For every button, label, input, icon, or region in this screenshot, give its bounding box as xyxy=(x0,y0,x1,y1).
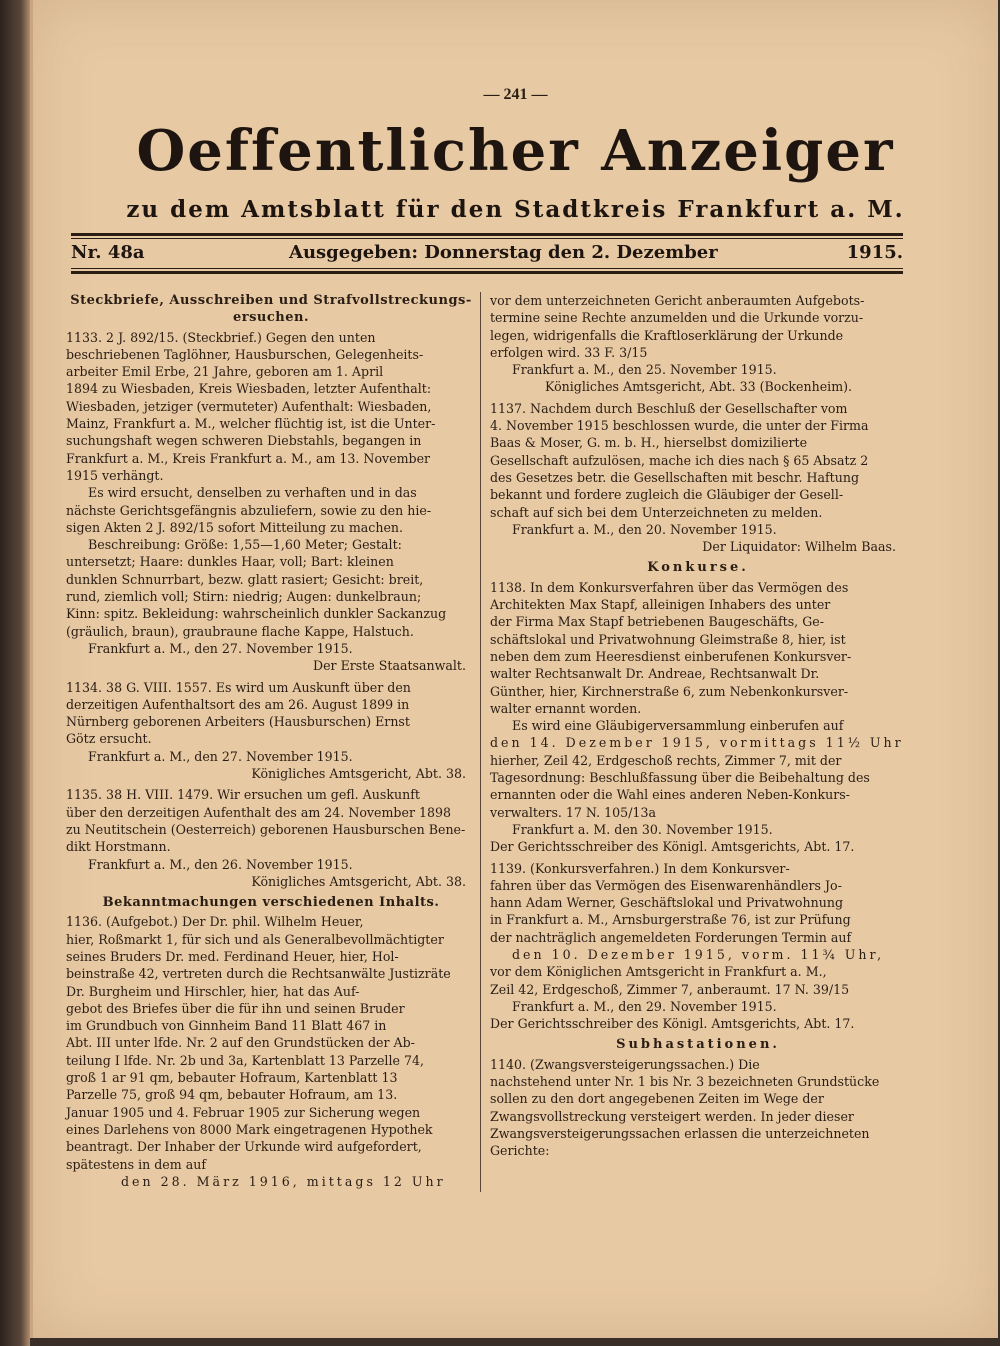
text-line: bekannt und fordere zugleich die Gläubiger der Gesell- xyxy=(490,487,844,503)
text-line: schäftslokal und Privatwohnung Gleimstraße 8, hier, ist xyxy=(490,631,846,647)
place-date: Frankfurt a. M., den 27. November 1915. xyxy=(88,640,353,656)
text-line: ernannten oder die Wahl eines anderen Neben-Konkurs- xyxy=(490,787,850,803)
text-line: Gerichte: xyxy=(490,1143,550,1159)
text-line: sigen Akten 2 J. 892/15 sofort Mitteilung zu machen. xyxy=(66,519,404,535)
text-line: neben dem zum Heeresdienst einberufenen Konkursver- xyxy=(490,648,852,664)
text-line: beantragt. Der Inhaber der Urkunde wird aufgefordert, xyxy=(66,1139,422,1155)
masthead-title: Oeffentlicher Anzeiger xyxy=(136,118,895,184)
text-line: Abt. III unter lfde. Nr. 2 auf den Grundstücken der Ab- xyxy=(66,1035,415,1051)
text-line: schaft auf sich bei dem Unterzeichneten zu melden. xyxy=(490,504,823,520)
issue-date: Ausgegeben: Donnerstag den 2. Dezember xyxy=(289,242,718,263)
text-line: Es wird ersucht, denselben zu verhaften und in das xyxy=(88,485,417,501)
text-line: sollen zu den dort angegebenen Zeiten im Wege der xyxy=(490,1091,824,1107)
header-rule-top-thin xyxy=(71,238,903,239)
text-line: eines Darlehens von 8000 Mark eingetragenen Hypothek xyxy=(66,1121,433,1137)
right-column xyxy=(490,292,906,1164)
text-line: (gräulich, braun), graubraune flache Kappe, Halstuch. xyxy=(66,623,414,639)
text-line: Beschreibung: Größe: 1,55—1,60 Meter; Gestalt: xyxy=(88,537,402,553)
section-heading-subhastationen: Subhastationen. xyxy=(616,1037,780,1053)
signature: Der Gerichtsschreiber des Königl. Amtsgerichts, Abt. 17. xyxy=(490,1016,855,1032)
header-rule-bottom-thin xyxy=(71,268,903,269)
text-line: in Frankfurt a. M., Arnsburgerstraße 76, ist zur Prüfung xyxy=(490,912,851,928)
text-line: fahren über das Vermögen des Eisenwarenhändlers Jo- xyxy=(490,877,842,893)
text-line: Zeil 42, Erdgeschoß, Zimmer 7, anberaumt. 17 N. 39/15 xyxy=(490,981,850,997)
notice-1134 xyxy=(66,679,476,783)
section-heading-bekanntmachungen: Bekanntmachungen verschiedenen Inhalts. xyxy=(102,895,440,911)
text-line: untersetzt; Haare: dunkles Haar, voll; Bart: kleinen xyxy=(66,554,394,570)
text-line: erfolgen wird. 33 F. 3/15 xyxy=(490,344,648,360)
text-line: suchungshaft wegen schweren Diebstahls, begangen in xyxy=(66,433,422,449)
text-line: Wiesbaden, jetziger (vermuteter) Aufenthalt: Wiesbaden, xyxy=(66,398,432,414)
signature: Königliches Amtsgericht, Abt. 38. xyxy=(251,766,466,782)
text-line: 1137. Nachdem durch Beschluß der Gesellschafter vom xyxy=(490,400,848,416)
text-line: Nürnberg geborenen Arbeiters (Hausburschen) Ernst xyxy=(66,714,410,730)
text-line: teilung I lfde. Nr. 2b und 3a, Kartenblatt 13 Parzelle 74, xyxy=(66,1052,424,1068)
text-line: Baas & Moser, G. m. b. H., hierselbst domizilierte xyxy=(490,435,808,451)
section-heading-line: Steckbriefe, Ausschreiben und Strafvollstreckungs- xyxy=(70,293,472,308)
text-line: arbeiter Emil Erbe, 21 Jahre, geboren am 1. April xyxy=(66,364,384,380)
text-line: Es wird eine Gläubigerversammlung einberufen auf xyxy=(512,718,844,734)
signature: Königliches Amtsgericht, Abt. 33 (Bockenheim). xyxy=(545,379,853,395)
text-line: 1133. 2 J. 892/15. (Steckbrief.) Gegen den unten xyxy=(66,329,376,345)
left-column xyxy=(66,292,476,1194)
text-line: Mainz, Frankfurt a. M., welcher flüchtig ist, ist die Unter- xyxy=(66,416,436,432)
notice-1136-continued xyxy=(490,292,906,396)
text-line: dunklen Schnurrbart, bezw. glatt rasiert; Gesicht: breit, xyxy=(66,571,424,587)
text-line: hierher, Zeil 42, Erdgeschoß rechts, Zimmer 7, mit der xyxy=(490,752,842,768)
text-line: der Firma Max Stapf betriebenen Baugeschäfts, Ge- xyxy=(490,614,824,630)
text-line: beinstraße 42, vertreten durch die Rechtsanwälte Justizräte xyxy=(66,966,451,982)
place-date: Frankfurt a. M., den 25. November 1915. xyxy=(512,362,777,378)
section-heading-line: ersuchen. xyxy=(232,310,309,326)
text-line: 1139. (Konkursverfahren.) In dem Konkursver- xyxy=(490,860,790,876)
text-line: verwalters. 17 N. 105/13a xyxy=(490,804,656,820)
signature: Der Liquidator: Wilhelm Baas. xyxy=(702,539,896,555)
text-line: hier, Roßmarkt 1, für sich und als Generalbevollmächtigter xyxy=(66,931,444,947)
text-line: Zwangsversteigerungssachen erlassen die unterzeichneten xyxy=(490,1125,870,1141)
text-line: seines Bruders Dr. med. Ferdinand Heuer, hier, Hol- xyxy=(66,948,399,964)
text-line: nächste Gerichtsgefängnis abzuliefern, sowie zu den hie- xyxy=(66,502,432,518)
text-line: über den derzeitigen Aufenthalt des am 24. November 1898 xyxy=(66,804,452,820)
notice-1135 xyxy=(66,786,476,890)
place-date: Frankfurt a. M. den 30. November 1915. xyxy=(512,821,773,837)
text-line: beschriebenen Taglöhner, Hausburschen, Gelegenheits- xyxy=(66,346,424,362)
text-line: 1915 verhängt. xyxy=(66,467,164,483)
text-line: 1134. 38 G. VIII. 1557. Es wird um Auskunft über den xyxy=(66,679,411,695)
book-spine xyxy=(0,0,30,1346)
issue-year: 1915. xyxy=(846,242,903,263)
text-line: gebot des Briefes über die für ihn und seinen Bruder xyxy=(66,1000,405,1016)
meeting-date: den 14. Dezember 1915, vormittags 11½ Uhr xyxy=(490,735,904,751)
notice-1138 xyxy=(490,579,906,856)
text-line: des Gesetzes betr. die Gesellschaften mit beschr. Haftung xyxy=(490,469,860,485)
issue-line xyxy=(71,242,903,268)
signature: Königliches Amtsgericht, Abt. 38. xyxy=(251,873,466,889)
place-date: Frankfurt a. M., den 20. November 1915. xyxy=(512,521,777,537)
text-line: Parzelle 75, groß 94 qm, bebauter Hofraum, am 13. xyxy=(66,1087,398,1103)
text-line: spätestens in dem auf xyxy=(66,1156,206,1172)
text-line: 1894 zu Wiesbaden, Kreis Wiesbaden, letzter Aufenthalt: xyxy=(66,381,432,397)
text-line: Zwangsvollstreckung versteigert werden. In jeder dieser xyxy=(490,1108,854,1124)
text-line: Günther, hier, Kirchnerstraße 6, zum Nebenkonkursver- xyxy=(490,683,849,699)
text-line: 1138. In dem Konkursverfahren über das Vermögen des xyxy=(490,579,849,595)
place-date: Frankfurt a. M., den 29. November 1915. xyxy=(512,998,777,1014)
hearing-date: den 10. Dezember 1915, vorm. 11¾ Uhr, xyxy=(512,946,885,962)
text-line: der nachträglich angemeldeten Forderungen Termin auf xyxy=(490,929,852,945)
text-line: derzeitigen Aufenthaltsort des am 26. August 1899 in xyxy=(66,696,410,712)
text-line: Frankfurt a. M., Kreis Frankfurt a. M., am 13. November xyxy=(66,450,431,466)
text-line: 4. November 1915 beschlossen wurde, die unter der Firma xyxy=(490,418,869,434)
text-line: termine seine Rechte anzumelden und die Urkunde vorzu- xyxy=(490,310,864,326)
text-line: vor dem Königlichen Amtsgericht in Frankfurt a. M., xyxy=(490,964,827,980)
text-line: legen, widrigenfalls die Kraftloserklärung der Urkunde xyxy=(490,327,844,343)
section-heading-konkurse: Konkurse. xyxy=(647,560,749,576)
text-line: dikt Horstmann. xyxy=(66,839,171,855)
text-line: im Grundbuch von Ginnheim Band 11 Blatt 467 in xyxy=(66,1018,387,1034)
text-line: 1135. 38 H. VIII. 1479. Wir ersuchen um gefl. Auskunft xyxy=(66,787,420,803)
notice-1139 xyxy=(490,860,906,1033)
hearing-date: den 28. März 1916, mittags 12 Uhr xyxy=(121,1173,446,1189)
text-line: Götz ersucht. xyxy=(66,731,152,747)
page-number: — 241 — xyxy=(483,86,548,103)
text-line: Januar 1905 und 4. Februar 1905 zur Sicherung wegen xyxy=(66,1104,421,1120)
text-line: Tagesordnung: Beschlußfassung über die Beibehaltung des xyxy=(490,770,870,786)
column-divider xyxy=(480,292,481,1192)
text-line: 1140. (Zwangsversteigerungssachen.) Die xyxy=(490,1056,760,1072)
text-line: walter Rechtsanwalt Dr. Andreae, Rechtsanwalt Dr. xyxy=(490,666,820,682)
text-line: Kinn: spitz. Bekleidung: wahrscheinlich dunkler Sackanzug xyxy=(66,606,447,622)
signature: Der Gerichtsschreiber des Königl. Amtsgerichts, Abt. 17. xyxy=(490,839,855,855)
header-rule-top xyxy=(71,233,903,236)
text-line: hann Adam Werner, Geschäftslokal und Privatwohnung xyxy=(490,895,844,911)
header-rule-bottom xyxy=(71,271,903,274)
notice-1140 xyxy=(490,1056,906,1160)
notice-1136 xyxy=(66,913,476,1190)
text-line: groß 1 ar 91 qm, bebauter Hofraum, Kartenblatt 13 xyxy=(66,1070,398,1086)
text-line: Gesellschaft aufzulösen, mache ich dies nach § 65 Absatz 2 xyxy=(490,452,869,468)
document-page xyxy=(30,0,998,1338)
text-line: rund, ziemlich voll; Stirn: niedrig; Augen: dunkelbraun; xyxy=(66,589,422,605)
notice-1137 xyxy=(490,400,906,556)
text-line: vor dem unterzeichneten Gericht anberaumten Aufgebots- xyxy=(490,293,865,308)
section-heading-steckbriefe xyxy=(66,292,476,327)
issue-number: Nr. 48a xyxy=(71,242,145,263)
notice-1133 xyxy=(66,329,476,675)
text-line: nachstehend unter Nr. 1 bis Nr. 3 bezeichneten Grundstücke xyxy=(490,1074,880,1090)
text-line: walter ernannt worden. xyxy=(490,700,642,716)
text-line: Architekten Max Stapf, alleinigen Inhabers des unter xyxy=(490,597,831,613)
text-line: Dr. Burgheim und Hirschler, hier, hat das Auf- xyxy=(66,983,360,999)
place-date: Frankfurt a. M., den 27. November 1915. xyxy=(88,748,353,764)
text-line: 1136. (Aufgebot.) Der Dr. phil. Wilhelm Heuer, xyxy=(66,914,364,930)
masthead-subtitle: zu dem Amtsblatt für den Stadtkreis Frankfurt a. M. xyxy=(126,196,905,223)
place-date: Frankfurt a. M., den 26. November 1915. xyxy=(88,856,353,872)
signature: Der Erste Staatsanwalt. xyxy=(313,658,466,674)
text-line: zu Neutitschein (Oesterreich) geborenen Hausburschen Bene- xyxy=(66,821,466,837)
